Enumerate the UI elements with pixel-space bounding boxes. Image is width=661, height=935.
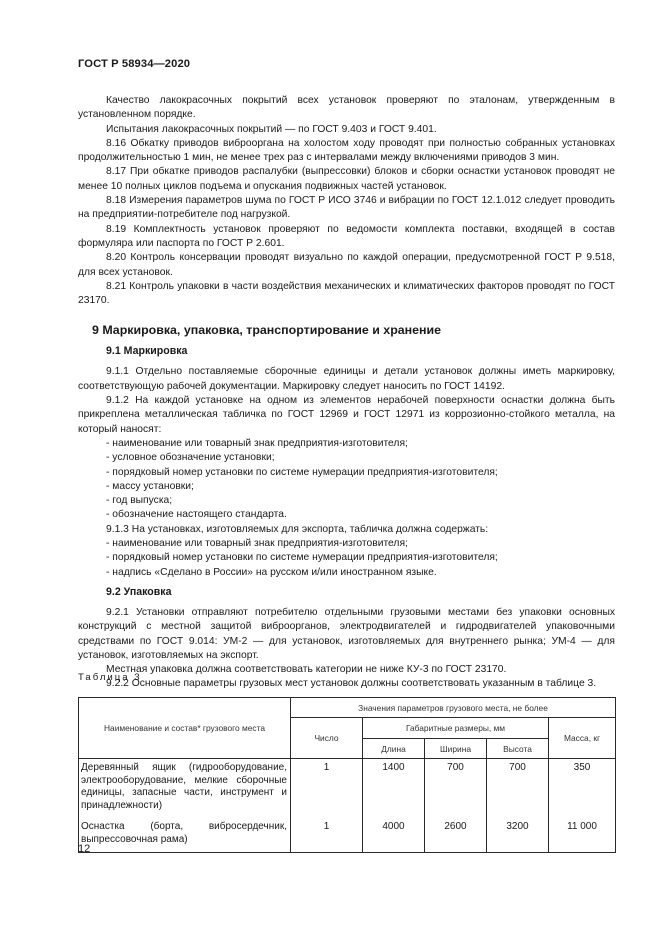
column-header-dimensions: Габаритные размеры, мм (363, 718, 549, 739)
column-header-width: Ширина (425, 739, 487, 759)
paragraph-8-18: 8.18 Измерения параметров шума по ГОСТ Р ИСО 3746 и вибрации по ГОСТ 12.1.012 следует проводить на предприятии-потребителе под нагрузкой. (78, 195, 615, 221)
column-header-length: Длина (363, 739, 425, 759)
column-header-name: Наименование и состав* грузового места (79, 698, 291, 759)
paragraph-local-packaging: Местная упаковка должна соответствовать категории не ниже КУ-3 по ГОСТ 23170. (106, 664, 507, 676)
table-row (79, 818, 616, 853)
paragraph-9-2-1: 9.2.1 Установки отправляют потребителю отдельными грузовыми местами без упаковки основных конструкций с местной защитой виброорганов, электродвигателей и гидродвигателей упаковочными средствами по ГОСТ 9.014: УМ-2 — для установок, изготовляемых для внутреннего рынка; УМ-4 — для установок, изготовляемых на экспорт. (78, 606, 615, 661)
column-header-height: Высота (487, 739, 549, 759)
paragraph-8-21: 8.21 Контроль упаковки в части воздействия механических и климатических факторов проводят по ГОСТ 23170. (78, 280, 615, 307)
subsection-9-1-title: 9.1 Маркировка (106, 345, 188, 358)
list-item: - надпись «Сделано в России» на русском и/или иностранном языке. (106, 566, 437, 578)
list-item: - порядковый номер установки по системе нумерации предприятия-изготовителя; (106, 466, 498, 478)
table-row (79, 759, 616, 819)
cell-length: 1400 (363, 759, 425, 819)
list-item: - наименование или товарный знак предприятия-изготовителя; (106, 538, 408, 550)
cell-name: Оснастка (борта, вибросердечник, выпрессовочная рама) (79, 818, 291, 853)
cell-count: 1 (291, 818, 363, 853)
section-9-title: 9 Маркировка, упаковка, транспортирование и хранение (92, 323, 442, 338)
column-header-mass: Масса, кг (549, 718, 616, 759)
column-header-count: Число (291, 718, 363, 759)
paragraph-9-1-1: 9.1.1 Отдельно поставляемые сборочные единицы и детали установок должны иметь маркировку, соответствующую рабочей документации. Маркировку следует наносить по ГОСТ 14192. (78, 366, 615, 392)
table-3-caption: Таблица 3 (78, 672, 142, 683)
list-item: - условное обозначение установки; (106, 452, 275, 464)
cell-mass: 350 (549, 759, 616, 819)
paragraph-8-16: 8.16 Обкатку приводов виброоргана на холостом ходу проводят при полностью собранных установках продолжительностью 1 мин, не менее трех раз с интервалами между включениями приводов 3 мин. (78, 137, 615, 164)
page-number: 12 (78, 843, 91, 855)
paragraph-paint-tests: Испытания лакокрасочных покрытий — по ГОСТ 9.403 и ГОСТ 9.401. (106, 123, 437, 135)
list-item: - год выпуска; (106, 495, 173, 507)
cell-width: 2600 (425, 818, 487, 853)
cell-length: 4000 (363, 818, 425, 853)
paragraph-9-1-3: 9.1.3 На установках, изготовляемых для экспорта, табличка должна содержать: (106, 523, 489, 535)
cell-name: Деревянный ящик (гидрооборудование, электрооборудование, мелкие сборочные единицы, запасные части, инструмент и принадлежности) (79, 759, 291, 819)
list-item: - обозначение настоящего стандарта. (106, 509, 287, 521)
table-3 (78, 697, 616, 853)
subsection-9-2-title: 9.2 Упаковка (106, 585, 172, 598)
list-item: - порядковый номер установки по системе нумерации предприятия-изготовителя; (106, 552, 498, 564)
cell-height: 3200 (487, 818, 549, 853)
paragraph-9-2-2: 9.2.2 Основные параметры грузовых мест установок должны соответствовать указанным в таблице 3. (106, 678, 597, 690)
paragraph-9-1-2: 9.1.2 На каждой установке на одном из элементов нерабочей поверхности оснастки должна быть прикреплена металлическая табличка по ГОСТ 12969 и ГОСТ 12971 из коррозионно-стойкого металла, на который наносят: (78, 395, 615, 435)
paragraph-8-17: 8.17 При обкатке приводов распалубки (выпрессовки) блоков и сборки оснастки установок проводят не менее 10 полных циклов подъема и опускания подвижных частей установок. (78, 166, 615, 192)
list-item: - массу установки; (106, 480, 194, 492)
paragraph-8-19: 8.19 Комплектность установок проверяют по ведомости комплекта поставки, входящей в состав формуляра или паспорта по ГОСТ Р 2.601. (78, 223, 615, 249)
cell-mass: 11 000 (549, 818, 616, 853)
column-header-values: Значения параметров грузового места, не более (291, 698, 616, 718)
cell-count: 1 (291, 759, 363, 819)
list-item: - наименование или товарный знак предприятия-изготовителя; (106, 437, 408, 449)
cell-width: 700 (425, 759, 487, 819)
cell-height: 700 (487, 759, 549, 819)
paragraph-8-20: 8.20 Контроль консервации проводят визуально по каждой операции, предусмотренной ГОСТ Р 9.518, для всех установок. (78, 252, 615, 278)
paragraph-paint-quality: Качество лакокрасочных покрытий всех установок проверяют по эталонам, утвержденным в установленном порядке. (78, 95, 615, 121)
document-header: ГОСТ Р 58934—2020 (78, 58, 191, 70)
page-body (78, 94, 615, 692)
